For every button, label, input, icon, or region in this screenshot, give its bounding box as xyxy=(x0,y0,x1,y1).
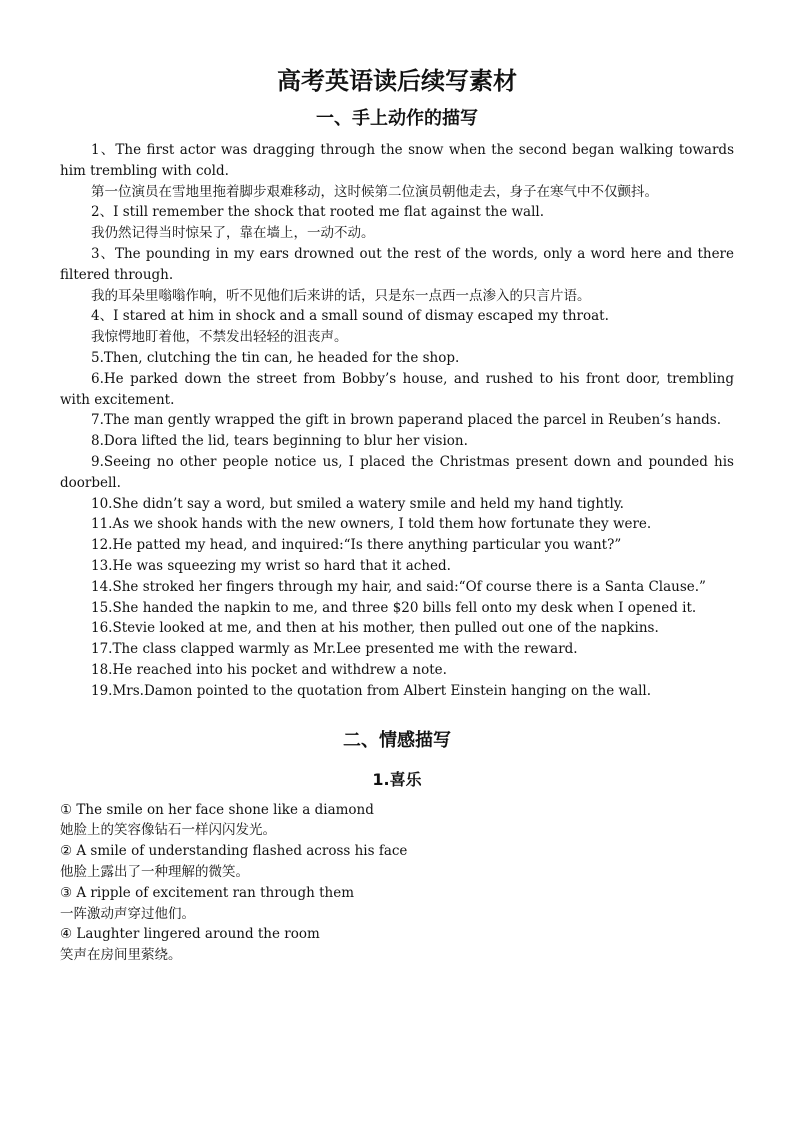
document-title: 高考英语读后续写素材 xyxy=(277,67,517,95)
list-item-chinese: 我仍然记得当时惊呆了，靠在墙上，一动不动。 xyxy=(91,225,375,242)
list-item-english: 18.He reached into his pocket and withdrew a note. xyxy=(91,661,447,678)
list-item-english: 12.He patted my head, and inquired:“Is there anything particular you want?” xyxy=(91,537,622,554)
joy-item-chinese: 一阵激动声穿过他们。 xyxy=(60,905,195,922)
list-item-english: 1、The first actor was dragging through the snow when the second began walking towards him trembling with cold. xyxy=(60,142,734,179)
list-item-english: 2、I still remember the shock that rooted me flat against the wall. xyxy=(91,204,545,221)
joy-item-english: ④ Laughter lingered around the room xyxy=(60,926,320,943)
list-item-english: 14.She stroked her fingers through my hair, and said:“Of course there is a Santa Clause.” xyxy=(91,578,706,595)
joy-list xyxy=(60,800,734,966)
list-item-chinese: 我的耳朵里嗡嗡作响，听不见他们后来讲的话，只是东一点西一点渗入的只言片语。 xyxy=(91,287,591,304)
list-item-chinese: 我惊愕地盯着他，不禁发出轻轻的沮丧声。 xyxy=(91,329,348,346)
list-item-english: 3、The pounding in my ears drowned out the rest of the words, only a word here and there filtered through. xyxy=(60,245,734,283)
joy-item-chinese: 他脸上露出了一种理解的微笑。 xyxy=(60,863,249,880)
joy-item-english: ② A smile of understanding flashed across his face xyxy=(60,843,408,860)
joy-item-english: ③ A ripple of excitement ran through them xyxy=(60,884,355,901)
list-item-english: 19.Mrs.Damon pointed to the quotation from Albert Einstein hanging on the wall. xyxy=(91,682,652,699)
list-item-english: 16.Stevie looked at me, and then at his mother, then pulled out one of the napkins. xyxy=(91,620,659,637)
list-item-chinese: 第一位演员在雪地里拖着脚步艰难移动，这时候第二位演员朝他走去，身子在寒气中不仅颤抖。 xyxy=(91,183,658,200)
joy-item-english: ① The smile on her face shone like a diamond xyxy=(60,801,374,818)
list-item-english: 7.The man gently wrapped the gift in brown paperand placed the parcel in Reuben’s hands. xyxy=(91,412,722,429)
list-item-english: 10.She didn’t say a word, but smiled a watery smile and held my hand tightly. xyxy=(91,495,624,512)
section-heading-emotions: 二、情感描写 xyxy=(343,729,451,751)
list-item-english: 5.Then, clutching the tin can, he headed for the shop. xyxy=(91,349,460,366)
list-item-english: 15.She handed the napkin to me, and three $20 bills fell onto my desk when I opened it. xyxy=(91,599,697,616)
subheading-joy: 1.喜乐 xyxy=(372,769,422,789)
list-item-english: 13.He was squeezing my wrist so hard that it ached. xyxy=(91,557,451,574)
section-heading-hand-actions: 一、手上动作的描写 xyxy=(316,108,478,129)
list-item-english: 6.He parked down the street from Bobby’s house, and rushed to his front door, trembling with excitement. xyxy=(60,370,734,408)
list-item-english: 9.Seeing no other people notice us, I placed the Christmas present down and pounded his doorbell. xyxy=(60,453,734,491)
joy-item-chinese: 笑声在房间里萦绕。 xyxy=(60,947,182,964)
joy-item-chinese: 她脸上的笑容像钻石一样闪闪发光。 xyxy=(60,822,276,839)
list-item-english: 11.As we shook hands with the new owners, I told them how fortunate they were. xyxy=(91,516,652,533)
hand-action-list xyxy=(60,140,734,702)
list-item-english: 4、I stared at him in shock and a small sound of dismay escaped my throat. xyxy=(91,308,609,325)
list-item-english: 17.The class clapped warmly as Mr.Lee presented me with the reward. xyxy=(91,641,578,658)
list-item-english: 8.Dora lifted the lid, tears beginning to blur her vision. xyxy=(91,433,468,450)
